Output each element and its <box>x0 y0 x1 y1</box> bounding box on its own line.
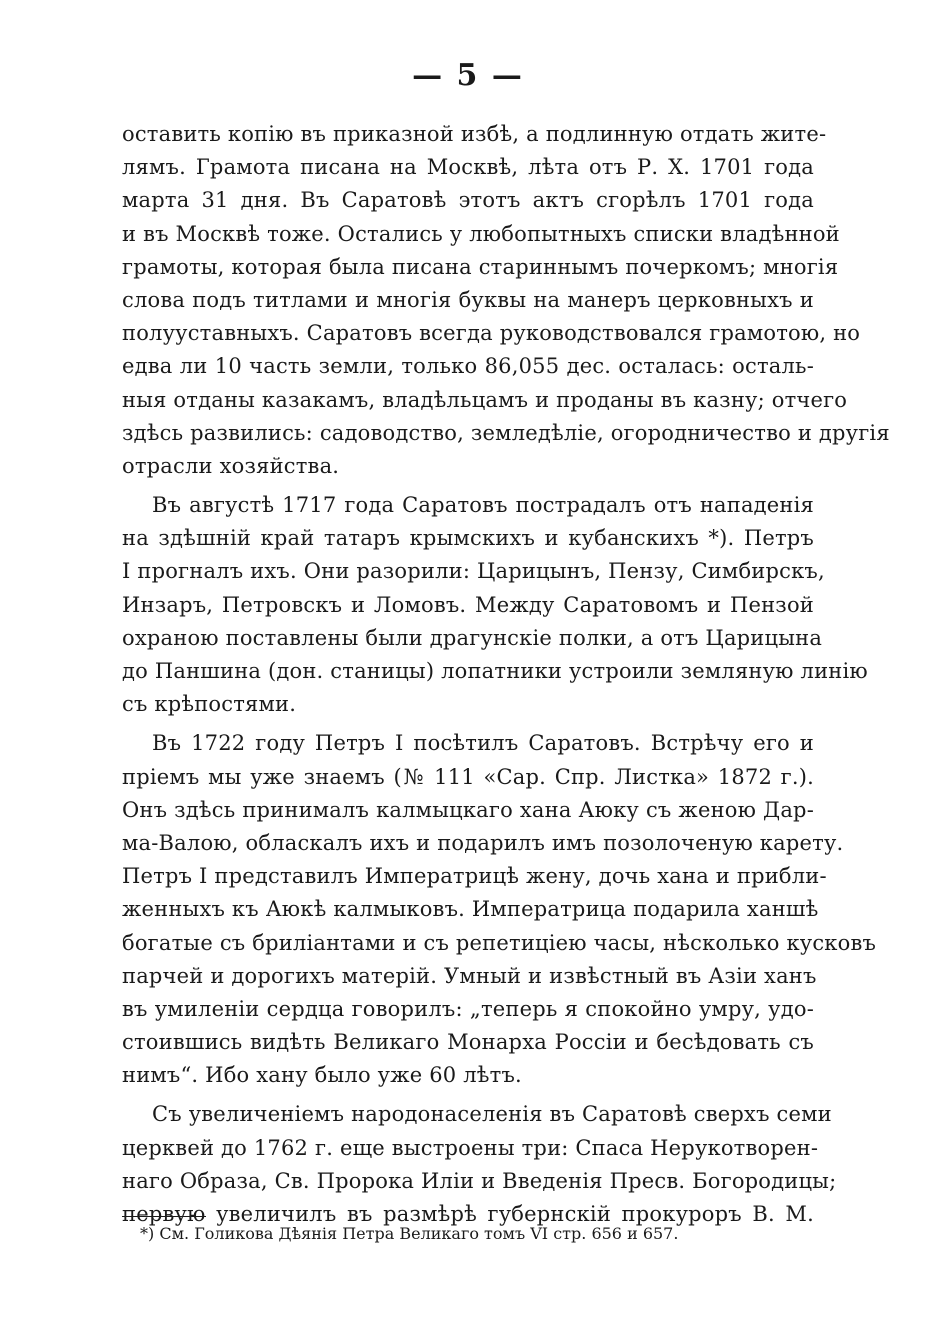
text-line: парчей и дорогихъ матерій. Умный и извѣстный въ Азіи ханъ <box>122 963 817 988</box>
text-line: марта 31 дня. Въ Саратовѣ этотъ актъ сгорѣлъ 1701 года <box>122 188 814 213</box>
text-line: Инзаръ, Петровскъ и Ломовъ. Между Саратовомъ и Пензой <box>122 592 814 617</box>
text-line: Онъ здѣсь принималъ калмыцкаго хана Аюку съ женою Дар- <box>122 797 814 822</box>
text-line: церквей до 1762 г. еще выстроены три: Спаса Нерукотворен- <box>122 1135 819 1160</box>
paragraph <box>122 727 877 1092</box>
text-line: женныхъ къ Аюкѣ калмыковъ. Императрица подарила ханшѣ <box>122 897 819 922</box>
text-line: съ крѣпостями. <box>122 692 297 717</box>
text-line: отрасли хозяйства. <box>122 453 340 478</box>
text-line: I прогналъ ихъ. Они разорили: Царицынъ, Пензу, Симбирскъ, <box>122 559 825 584</box>
text-line: едва ли 10 часть земли, только 86,055 дес. осталась: осталь- <box>122 354 814 379</box>
text-line: Съ увеличеніемъ народонаселенія въ Саратовѣ сверхъ семи <box>152 1102 832 1127</box>
text-line: въ умиленіи сердца говорилъ: „теперь я спокойно умру, удо- <box>122 996 814 1021</box>
text-line: наго Образа, Св. Пророка Иліи и Введенія Пресв. Богородицы; <box>122 1168 837 1193</box>
text-line: первую увеличилъ въ размѣрѣ губернскій прокуроръ В. М. <box>122 1202 814 1226</box>
text-line: Въ августѣ 1717 года Саратовъ пострадалъ отъ нападенія <box>152 493 814 518</box>
paragraph <box>122 1098 837 1231</box>
text-line: слова подъ титлами и многія буквы на манеръ церковныхъ и <box>122 287 814 312</box>
paragraph <box>122 118 890 483</box>
text-line: грамоты, которая была писана стариннымъ почеркомъ; многія <box>122 254 839 279</box>
text-line: до Паншина (дон. станицы) лопатники устроили земляную линію <box>122 659 868 683</box>
text-line: лямъ. Грамота писана на Москвѣ, лѣта отъ Р. Х. 1701 года <box>122 155 814 180</box>
text-line: пріемъ мы уже знаемъ (№ 111 «Сар. Спр. Листка» 1872 г.). <box>122 764 814 789</box>
body-text <box>122 118 890 1231</box>
text-line: на здѣшній край татаръ крымскихъ и кубанскихъ *). Петръ <box>122 526 814 551</box>
paragraph <box>122 489 868 721</box>
text-line: оставить копію въ приказной избѣ, а подлинную отдать жите- <box>122 122 827 146</box>
text-line: стоившись видѣть Великаго Монарха Россіи и бесѣдовать съ <box>122 1030 814 1055</box>
text-line: Въ 1722 году Петръ I посѣтилъ Саратовъ. Встрѣчу его и <box>152 731 814 756</box>
text-line: и въ Москвѣ тоже. Остались у любопытныхъ списки владѣнной <box>122 221 840 246</box>
text-line: Петръ I представилъ Императрицѣ жену, дочь хана и прибли- <box>122 864 827 889</box>
footnote-divider <box>122 1216 206 1217</box>
page-number: — 5 — <box>412 58 524 93</box>
text-line: ныя отданы казакамъ, владѣльцамъ и проданы въ казну; отчего <box>122 387 848 412</box>
text-line: здѣсь развились: садоводство, земледѣліе, огородничество и другія <box>122 420 890 445</box>
footnote: *) См. Голикова Дѣянія Петра Великаго томъ VI стр. 656 и 657. <box>140 1224 679 1243</box>
text-line: ма-Валою, обласкалъ ихъ и подарилъ имъ позолоченую карету. <box>122 830 844 855</box>
text-line: охраною поставлены были драгунскіе полки, а отъ Царицына <box>122 625 823 650</box>
text-line: полууставныхъ. Саратовъ всегда руководствовался грамотою, но <box>122 321 861 346</box>
text-line: нимъ“. Ибо хану было уже 60 лѣтъ. <box>122 1063 522 1088</box>
text-line: богатые съ бриліантами и съ репетиціею часы, нѣсколько кусковъ <box>122 930 877 955</box>
